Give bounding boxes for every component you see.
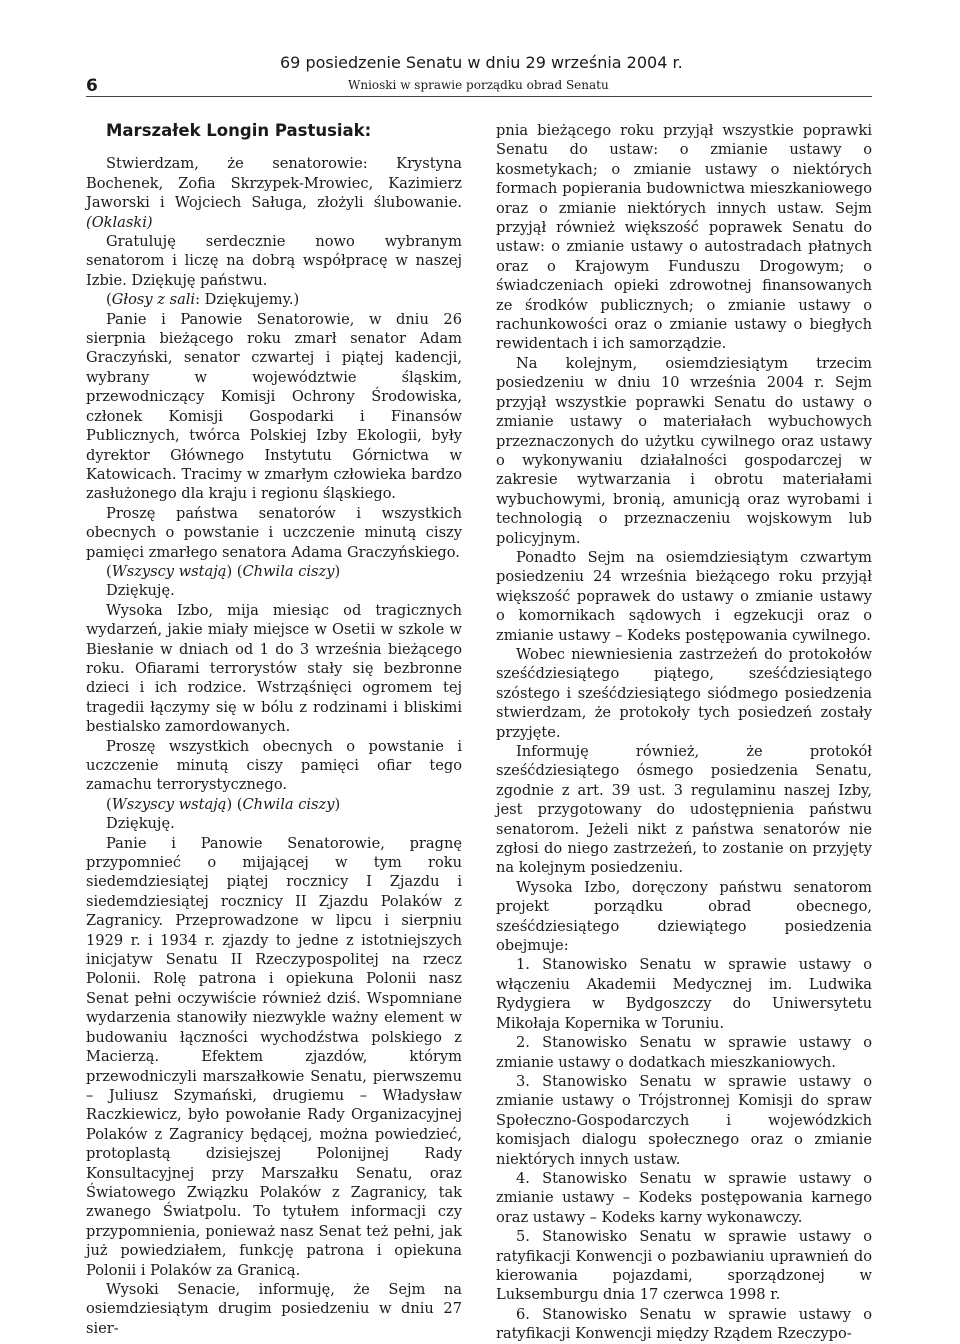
stage-note: (Wszyscy wstają) (Chwila ciszy): [106, 562, 341, 580]
paragraph: Stwierdzam, że senatorowie: Krystyna Bochenek, Zofia Skrzypek-Mrowiec, Kazimierz Jaworski i Wojciech Saługa, złożyli ślubowanie. (Oklaski): [86, 155, 462, 231]
stage-note: (Głosy z sali: Dziękujemy.): [106, 291, 300, 309]
paragraph: Wysoka Izbo, mija miesiąc od tragicznych wydarzeń, jakie miały miejsce w Osetii w szkole w Biesłanie w dniach od 1 do 3 września bieżącego roku. Ofiarami terrorystów stały się bezbronne dzieci i ich rodzice. Wstrząśnięci ogromem tej tragedii łączymy się w bólu z rodzinami i bliskimi bestialsko zamordowanych.: [86, 601, 462, 736]
paragraph: Panie i Panowie Senatorowie, pragnę przypomnieć o mijającej w tym roku siedemdziesiątej piątej rocznicy I Zjazdu i siedemdziesiątej rocznicy II Zjazdu Polaków z Zagranicy. Przeprowadzone w lipcu i sierpniu 1929 r. i 1934 r. zjazdy to jedne z istotniejszych inicjatyw Senatu II Rzeczypospolitej na rzecz Polonii. Rolę patrona i opiekuna Polonii nasz Senat pełni oczywiście również dziś. Wspomniane wydarzenia stanowiły niezwykle ważny element w budowaniu łączności wychodźstwa polskiego z Macierzą. Efektem zjazdów, którym przewodniczyli marszałkowie Senatu, pierwszemu – Juliusz Szymański, drugiemu – Władysław Raczkiewicz, było powołanie Rady Organizacyjnej Polaków z Zagranicy będącej, można powiedzieć, protoplastą dzisiejszej Polonijnej Rady Konsultacyjnej przy Marszałku Senatu, oraz Światowego Związku Polaków z Zagranicy, tak zwanego Światpolu. To tytułem informacji czy przypomnienia, ponieważ nasz Senat też pełni, jak już powiedziałem, funkcję patrona i opiekuna Polonii i Polaków za Granicą.: [86, 834, 462, 1279]
section-title: Wnioski w sprawie porządku obrad Senatu: [348, 78, 609, 92]
agenda-item: 6. Stanowisko Senatu w sprawie ustawy o ratyfikacji Konwencji między Rządem Rzeczypo-: [496, 1305, 872, 1343]
agenda-item: 4. Stanowisko Senatu w sprawie ustawy o zmianie ustawy – Kodeks postępowania karnego oraz ustawy – Kodeks karny wykonawczy.: [496, 1169, 872, 1226]
stage-note: (Oklaski): [86, 213, 153, 231]
paragraph: Dziękuję.: [106, 582, 175, 600]
page-number: 6: [86, 76, 98, 96]
paragraph: Dziękuję.: [106, 815, 175, 833]
stage-note: (Wszyscy wstają) (Chwila ciszy): [106, 795, 341, 813]
agenda-item: 3. Stanowisko Senatu w sprawie ustawy o zmianie ustawy o Trójstronnej Komisji do spraw Społeczno-Gospodarczych i wojewódzkich komisjach dialogu społecznego oraz o zmianie niektórych innych ustaw.: [496, 1072, 872, 1168]
paragraph: pnia bieżącego roku przyjął wszystkie poprawki Senatu do ustaw: o zmianie ustawy o kosmetykach; o zmianie ustawy o niektórych formach popierania budownictwa mieszkaniowego oraz o zmianie niektórych innych ustaw. Sejm przyjął również większość poprawek Senatu do ustaw: o zmianie ustawy o autostradach płatnych oraz o Krajowym Funduszu Drogowym; o świadczeniach opieki zdrowotnej finansowanych ze środków publicznych; o zmianie ustawy o rachunkowości oraz o zmianie ustawy o biegłych rewidentach i ich samorządzie.: [496, 122, 872, 353]
agenda-item: 2. Stanowisko Senatu w sprawie ustawy o zmianie ustawy o dodatkach mieszkaniowych.: [496, 1034, 872, 1071]
paragraph: Ponadto Sejm na osiemdziesiątym czwartym posiedzeniu 24 września bieżącego roku przyjął większość poprawek do ustawy o zmianie ustawy o komornikach sądowych i egzekucji oraz o zmianie ustawy – Kodeks postępowania cywilnego.: [496, 548, 872, 644]
agenda-item: 1. Stanowisko Senatu w sprawie ustawy o włączeniu Akademii Medycznej im. Ludwika Rydygiera w Bydgoszczy do Uniwersytetu Mikołaja Kopernika w Toruniu.: [496, 956, 872, 1032]
left-column: [86, 121, 462, 1338]
paragraph: Wysoka Izbo, doręczony państwu senatorom projekt porządku obrad obecnego, sześćdziesiątego dziewiątego posiedzenia obejmuje:: [496, 878, 872, 955]
paragraph: Proszę państwa senatorów i wszystkich obecnych o powstanie i uczczenie minutą ciszy pamięci zmarłego senatora Adama Graczyńskiego.: [86, 504, 462, 561]
paragraph: Na kolejnym, osiemdziesiątym trzecim posiedzeniu w dniu 10 września 2004 r. Sejm przyjął wszystkie poprawki Senatu do ustawy o zmianie ustawy o materiałach wybuchowych przeznaczonych do użytku cywilnego oraz ustawy o wykonywaniu działalności gospodarczej w zakresie wytwarzania i obrotu materiałami wybuchowymi, bronią, amunicją oraz wyrobami i technologią o przeznaczeniu wojskowym lub policyjnym.: [496, 354, 872, 547]
right-column: [496, 121, 872, 1344]
paragraph: Wobec niewniesienia zastrzeżeń do protokołów sześćdziesiątego piątego, sześćdziesiątego szóstego i sześćdziesiątego siódmego posiedzenia stwierdzam, że protokoły tych posiedzeń zostały przyjęte.: [496, 645, 872, 741]
paragraph: Panie i Panowie Senatorowie, w dniu 26 sierpnia bieżącego roku zmarł senator Adam Graczyński, senator czwartej i piątej kadencji, wybrany w województwie śląskim, przewodniczący Komisji Ochrony Środowiska, członek Komisji Gospodarki i Finansów Publicznych, twórca Polskiej Izby Ekologii, były dyrektor Głównego Instytutu Górnictwa w Katowicach. Tracimy w zmarłym człowieka bardzo zasłużonego dla kraju i regionu śląskiego.: [86, 310, 462, 503]
page-header: [86, 52, 872, 97]
paragraph: Informuję również, że protokół sześćdziesiątego ósmego posiedzenia Senatu, zgodnie z art. 39 ust. 3 regulaminu naszej Izby, jest przygotowany do udostępnienia państwu senatorom. Jeżeli nikt z państwa senatorów nie zgłosi do niego zastrzeżeń, to zostanie on przyjęty na kolejnym posiedzeniu.: [496, 743, 872, 877]
paragraph: Gratuluję serdecznie nowo wybranym senatorom i liczę na dobrą współpracę w naszej Izbie. Dziękuję państwu.: [86, 233, 462, 289]
speaker-heading: Marszałek Longin Pastusiak:: [106, 121, 372, 140]
session-title: 69 posiedzenie Senatu w dniu 29 września 2004 r.: [280, 53, 683, 72]
agenda-item: 5. Stanowisko Senatu w sprawie ustawy o ratyfikacji Konwencji o pozbawianiu uprawnień do kierowania pojazdami, sporządzonej w Luksemburgu dnia 17 czerwca 1998 r.: [496, 1228, 872, 1304]
paragraph: Proszę wszystkich obecnych o powstanie i uczczenie minutą ciszy pamięci ofiar tego zamachu terrorystycznego.: [86, 737, 462, 794]
paragraph: Wysoki Senacie, informuję, że Sejm na osiemdziesiątym drugim posiedzeniu w dniu 27 sier-: [86, 1280, 462, 1337]
